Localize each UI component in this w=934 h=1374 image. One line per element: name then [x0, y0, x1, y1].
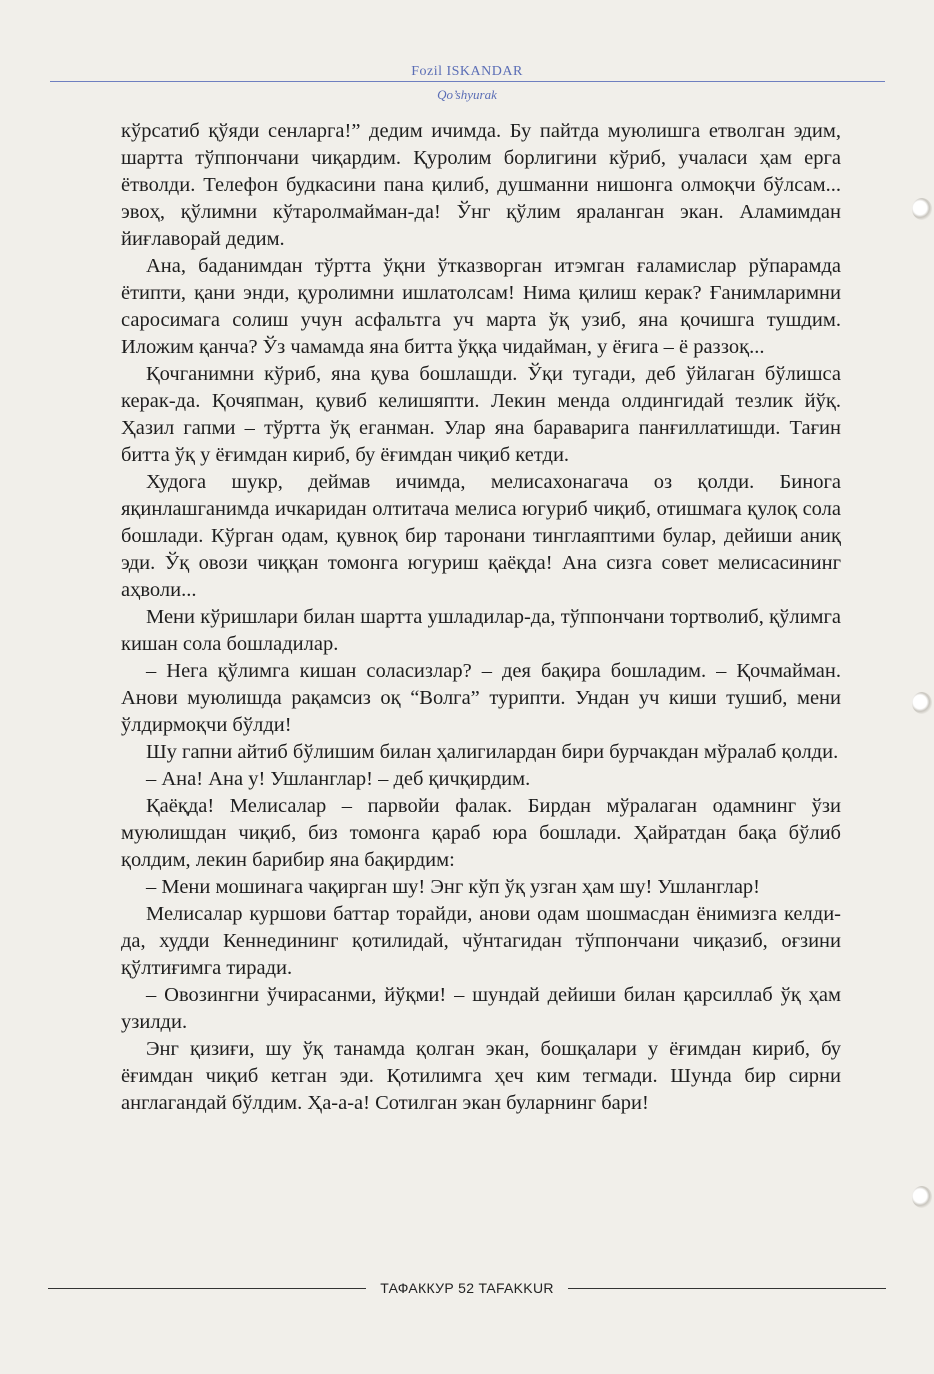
running-head-title: Qo’shyurak: [437, 87, 497, 102]
paragraph-2: Ана, баданимдан тўртта ўқни ўтказворган итэмган ғаламислар рўпарамда ётипти, қани энди, қуролимни ишлатолсам! Нима қилиш керак? Ғанимларимни саросимага солиш учун асфальтга уч марта ўқ узиб, яна қочишга тушдим. Иложим қанча? Ўз чамамда яна битта ўққа чидайман, у ёғига – ё раззоқ...: [121, 255, 841, 358]
page-footer: [48, 1277, 886, 1299]
paragraph-8: – Ана! Ана у! Ушланглар! – деб қичқирдим.: [146, 768, 531, 790]
footer-rule-right: [568, 1288, 886, 1289]
paragraph-3: Қочганимни кўриб, яна қува бошлашди. Ўқи тугади, деб ўйлаган бўлишса керак-да. Қочяпман, қувиб келишяпти. Лекин менда олдингидай тезлик йўқ. Ҳазил гапми – тўртта ўқ еганман. Улар яна бараварига панғиллатишди. Тағин битта ўқ у ёғимдан кириб, бу ёғимдан чиқиб кетди.: [121, 363, 841, 466]
page-body: [121, 118, 841, 1117]
running-head-author: Fozil ISKANDAR: [411, 64, 523, 79]
paragraph-11: Мелисалар куршови баттар торайди, анови одам шошмасдан ёнимизга келди-да, худди Кеннедининг қотилидай, чўнтагидан тўппончани чиқазиб, оғзини қўлтиғимга тиради.: [121, 903, 841, 979]
footer-rule-left: [48, 1288, 366, 1289]
paragraph-13: Энг қизиғи, шу ўқ танамда қолган экан, бошқалари у ёғимдан кириб, бу ёғимдан чиқиб кетган эди. Қотилимга ҳеч ким тегмади. Шунда бир сирни англагандай бўлдим. Ҳа-а-а! Сотилган экан буларнинг бари!: [121, 1038, 841, 1114]
paragraph-9: Қаёқда! Мелисалар – парвойи фалак. Бирдан мўралаган одамнинг ўзи муюлишдан чиқиб, биз томонга қараб юра бошлади. Ҳайратдан бақа бўлиб қолдим, лекин барибир яна бақирдим:: [121, 795, 841, 871]
binder-hole-middle: [912, 692, 932, 714]
footer-page-label: ТАФАККУР 52 TAFAKKUR: [380, 1280, 554, 1296]
binder-hole-bottom: [912, 1186, 932, 1208]
paragraph-12: – Овозингни ўчирасанми, йўқми! – шундай дейиши билан қарсиллаб ўқ ҳам узилди.: [121, 984, 841, 1033]
paragraph-10: – Мени мошинага чақирган шу! Энг кўп ўқ узган ҳам шу! Ушланглар!: [146, 876, 760, 898]
paragraph-7: Шу гапни айтиб бўлишим билан ҳалигилардан бири бурчакдан мўралаб қолди.: [146, 741, 839, 763]
paragraph-5: Мени кўришлари билан шартта ушладилар-да, тўппончани тортволиб, қўлимга кишан сола бошладилар.: [121, 606, 841, 655]
header-rule: [50, 81, 885, 82]
paragraph-4: Худога шукр, деймав ичимда, мелисахонагача оз қолди. Бинога яқинлашганимда ичкаридан олтитача мелиса югуриб чиқиб, отишмага қулоқ сола бошлади. Кўрган одам, қувноқ бир таронани тинглаяптими булар, дейиши аниқ эди. Ўқ овози чиққан томонга югуриш қаёқда! Ана сизга совет мелисасининг аҳволи...: [121, 471, 841, 601]
paragraph-1: кўрсатиб қўяди сенларга!” дедим ичимда. Бу пайтда муюлишга етволган эдим, шартта тўппончани чиқардим. Қуролим борлигини кўриб, учаласи ҳам ерга ётволди. Телефон будкасини пана қилиб, душманни нишонга олмоқчи бўлсам... эвоҳ, қўлимни кўтаролмайман-да! Ўнг қўлим яраланган экан. Аламимдан йиғлаворай дедим.: [121, 120, 841, 250]
binder-hole-top: [912, 198, 932, 220]
paragraph-6: – Нега қўлимга кишан соласизлар? – дея бақира бошладим. – Қочмайман. Анови муюлишда рақамсиз оқ “Волга” турипти. Ундан уч киши тушиб, мени ўлдирмоқчи бўлди!: [121, 660, 841, 736]
